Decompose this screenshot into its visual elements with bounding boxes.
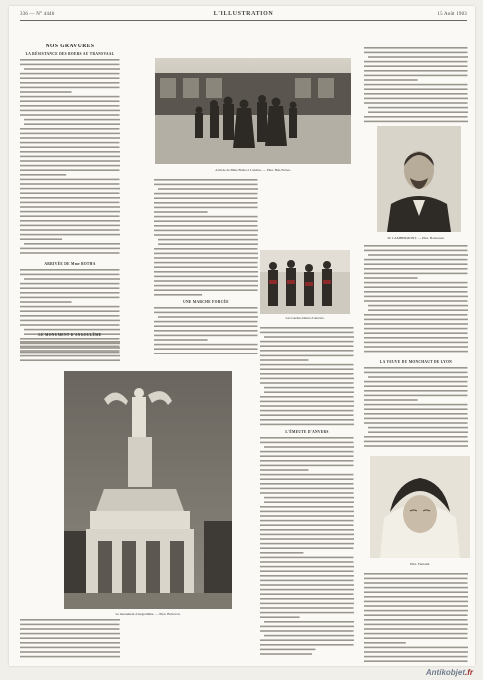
text-line xyxy=(158,243,258,245)
text-line xyxy=(260,332,354,334)
text-line xyxy=(20,110,120,112)
text-line xyxy=(364,346,468,348)
text-line xyxy=(364,65,468,67)
text-line xyxy=(364,88,468,90)
article-text-block-6 xyxy=(364,244,468,356)
caption-monument: Le monument d'Angoulême. — Phot. Boilevon. xyxy=(115,612,181,616)
text-line xyxy=(24,278,120,280)
text-line xyxy=(20,202,120,204)
text-line xyxy=(364,441,468,443)
text-line xyxy=(264,501,354,503)
text-line xyxy=(364,372,468,374)
text-line xyxy=(260,552,303,554)
article-text-block-11 xyxy=(364,572,468,664)
text-line xyxy=(364,102,468,104)
text-line xyxy=(20,206,120,208)
text-line xyxy=(260,593,354,595)
text-line xyxy=(260,478,354,480)
text-line xyxy=(364,268,468,270)
text-line xyxy=(20,146,120,148)
text-line xyxy=(364,282,468,284)
portrait-lambermont xyxy=(377,126,461,232)
text-line xyxy=(20,197,120,199)
text-line xyxy=(154,289,258,291)
text-line xyxy=(364,385,468,387)
text-line xyxy=(364,259,468,261)
text-line xyxy=(364,273,468,275)
text-line xyxy=(364,296,468,298)
text-line xyxy=(154,197,258,199)
text-line xyxy=(20,301,72,303)
text-line xyxy=(364,93,468,95)
text-line xyxy=(20,359,120,361)
journal-title: L'ILLUSTRATION xyxy=(213,11,274,17)
text-line xyxy=(260,460,354,462)
text-line xyxy=(364,286,468,288)
text-line xyxy=(154,344,258,346)
text-line xyxy=(260,327,354,329)
article-text-block-10 xyxy=(20,340,120,366)
column-2-lower xyxy=(260,326,354,666)
text-line xyxy=(364,619,468,621)
article-title-transvaal: LA RÉSISTANCE DES BOERS AU TRANSVAAL xyxy=(25,51,115,56)
text-line xyxy=(260,520,354,522)
article-text-block-7 xyxy=(364,366,468,451)
text-line xyxy=(158,316,258,318)
text-line xyxy=(20,160,120,162)
text-line xyxy=(20,64,120,66)
text-line xyxy=(20,91,72,93)
text-line xyxy=(364,300,468,302)
text-line xyxy=(364,404,468,406)
text-line xyxy=(264,635,354,637)
text-line xyxy=(154,321,258,323)
text-line xyxy=(154,266,258,268)
text-line xyxy=(154,211,208,213)
text-line xyxy=(20,288,120,290)
text-line xyxy=(154,257,258,259)
column-1-lower xyxy=(20,331,120,367)
text-line xyxy=(368,431,468,433)
text-line xyxy=(260,451,354,453)
text-line xyxy=(20,211,120,213)
text-line xyxy=(154,202,258,204)
text-line xyxy=(260,639,354,641)
text-line xyxy=(20,619,120,621)
text-line xyxy=(154,193,258,195)
caption-guards: Les Gardes-blancs d'Anvers. xyxy=(285,316,325,320)
column-3-middle xyxy=(364,244,468,454)
text-line xyxy=(20,73,120,75)
text-line xyxy=(154,276,258,278)
text-line xyxy=(20,188,120,190)
text-line xyxy=(154,348,258,350)
text-line xyxy=(364,250,468,252)
text-line xyxy=(260,469,308,471)
text-line xyxy=(154,307,258,309)
text-line xyxy=(260,580,354,582)
text-line xyxy=(264,621,354,623)
text-line xyxy=(154,271,258,273)
article-text-block-4 xyxy=(154,306,258,354)
text-line xyxy=(20,651,120,653)
text-line xyxy=(260,368,354,370)
text-line xyxy=(364,582,468,584)
text-line xyxy=(24,123,120,125)
text-line xyxy=(154,330,258,332)
text-line xyxy=(20,59,120,61)
column-3-bottom xyxy=(364,572,468,664)
text-line xyxy=(368,111,468,113)
text-line xyxy=(20,315,120,317)
text-line xyxy=(260,492,354,494)
text-line xyxy=(364,52,468,54)
text-line xyxy=(364,605,468,607)
text-line xyxy=(20,642,120,644)
text-line xyxy=(260,355,354,357)
text-line xyxy=(154,216,258,218)
column-1 xyxy=(20,44,120,360)
text-line xyxy=(20,96,120,98)
text-line xyxy=(20,297,120,299)
text-line xyxy=(154,230,258,232)
text-line xyxy=(260,524,354,526)
text-line xyxy=(20,283,120,285)
text-line xyxy=(364,628,468,630)
text-line xyxy=(364,328,468,330)
text-line xyxy=(364,70,468,72)
text-line xyxy=(364,351,468,353)
text-line xyxy=(260,515,354,517)
text-line xyxy=(364,245,468,247)
page-header xyxy=(20,9,467,21)
text-line xyxy=(20,248,120,250)
text-line xyxy=(154,262,258,264)
text-line xyxy=(364,323,468,325)
text-line xyxy=(260,474,354,476)
article-text-block-12 xyxy=(20,618,120,662)
text-line xyxy=(260,378,354,380)
text-line xyxy=(364,47,468,49)
caption-arrival: Arrivée de Mme Botha à Londres. — Phot. Ben-Frères. xyxy=(215,168,291,172)
text-line xyxy=(20,306,120,308)
text-line xyxy=(364,84,468,86)
text-line xyxy=(260,557,354,559)
article-title-arrival: ARRIVÉE DE Mme BOTHA xyxy=(44,261,96,266)
text-line xyxy=(364,418,468,420)
text-line xyxy=(20,156,120,158)
text-line xyxy=(260,589,354,591)
text-line xyxy=(260,359,308,361)
text-line xyxy=(20,142,120,144)
caption-portrait-woman: Phot. Fernand. xyxy=(410,562,430,566)
text-line xyxy=(364,651,468,653)
text-line xyxy=(260,534,354,536)
text-line xyxy=(364,408,468,410)
text-line xyxy=(20,628,120,630)
text-line xyxy=(260,538,354,540)
text-line xyxy=(364,342,468,344)
text-line xyxy=(364,624,468,626)
text-line xyxy=(368,107,468,109)
text-line xyxy=(260,424,354,426)
text-line xyxy=(154,339,208,341)
text-line xyxy=(20,633,120,635)
text-line xyxy=(20,215,120,217)
text-line xyxy=(154,220,258,222)
text-line xyxy=(364,319,468,321)
article-text-block-9 xyxy=(260,436,354,656)
text-line xyxy=(154,184,258,186)
text-line xyxy=(260,455,354,457)
text-line xyxy=(364,413,468,415)
text-line xyxy=(364,121,468,123)
text-line xyxy=(364,642,406,644)
text-line xyxy=(364,633,468,635)
text-line xyxy=(364,61,468,63)
text-line xyxy=(368,309,468,311)
text-line xyxy=(364,381,468,383)
text-line xyxy=(364,445,468,447)
text-line xyxy=(24,68,120,70)
text-line xyxy=(368,56,468,58)
text-line xyxy=(20,354,120,356)
text-line xyxy=(368,305,468,307)
text-line xyxy=(364,587,468,589)
text-line xyxy=(364,116,468,118)
text-line xyxy=(364,277,418,279)
text-line xyxy=(364,436,468,438)
text-line xyxy=(24,119,120,121)
text-line xyxy=(260,511,354,513)
text-line xyxy=(20,252,120,254)
text-line xyxy=(20,77,120,79)
text-line xyxy=(260,561,354,563)
article-text-block-3 xyxy=(154,178,258,296)
text-line xyxy=(20,192,120,194)
text-line xyxy=(20,345,120,347)
portrait-woman xyxy=(370,456,470,558)
text-line xyxy=(260,410,354,412)
text-line xyxy=(154,325,258,327)
text-line xyxy=(260,341,354,343)
text-line xyxy=(364,601,468,603)
text-line xyxy=(20,151,120,153)
text-line xyxy=(260,373,354,375)
photo-arrival-botha xyxy=(155,58,351,164)
column-3-top xyxy=(364,46,468,124)
text-line xyxy=(20,174,66,176)
text-line xyxy=(260,529,354,531)
text-line xyxy=(260,626,354,628)
text-line xyxy=(260,419,354,421)
text-line xyxy=(260,603,354,605)
text-line xyxy=(260,465,354,467)
text-line xyxy=(260,414,354,416)
text-line xyxy=(20,179,120,181)
text-line xyxy=(364,656,468,658)
text-line xyxy=(154,234,258,236)
text-line xyxy=(154,253,258,255)
text-line xyxy=(364,390,468,392)
text-line xyxy=(260,644,354,646)
text-line xyxy=(364,337,468,339)
text-line xyxy=(260,630,354,632)
text-line xyxy=(20,183,120,185)
text-line xyxy=(20,624,120,626)
text-line xyxy=(364,291,468,293)
text-line xyxy=(20,234,120,236)
text-line xyxy=(364,314,468,316)
article-text-block-8 xyxy=(260,326,354,426)
text-line xyxy=(364,637,468,639)
text-line xyxy=(260,345,354,347)
text-line xyxy=(364,614,468,616)
text-line xyxy=(264,497,354,499)
text-line xyxy=(368,254,468,256)
text-line xyxy=(20,133,120,135)
text-line xyxy=(20,105,120,107)
text-line xyxy=(20,341,120,343)
text-line xyxy=(260,350,354,352)
text-line xyxy=(154,179,258,181)
text-line xyxy=(260,653,312,655)
text-line xyxy=(364,263,468,265)
photo-guards xyxy=(260,250,350,314)
text-line xyxy=(20,311,120,313)
text-line xyxy=(20,656,120,658)
text-line xyxy=(20,637,120,639)
column-1-bottom xyxy=(20,618,120,662)
text-line xyxy=(260,364,354,366)
text-line xyxy=(154,248,258,250)
text-line xyxy=(364,367,468,369)
text-line xyxy=(158,239,258,241)
text-line xyxy=(364,610,468,612)
text-line xyxy=(20,82,120,84)
text-line xyxy=(260,612,354,614)
text-line xyxy=(20,269,120,271)
text-line xyxy=(260,607,354,609)
text-line xyxy=(364,79,418,81)
text-line xyxy=(20,274,120,276)
text-line xyxy=(368,427,468,429)
newspaper-page xyxy=(9,6,475,666)
text-line xyxy=(154,353,258,354)
text-line xyxy=(154,225,258,227)
text-line xyxy=(364,578,468,580)
text-line xyxy=(154,285,258,287)
issue-date: 15 Août 1903 xyxy=(437,12,467,17)
text-line xyxy=(260,483,354,485)
photo-monument xyxy=(64,371,232,609)
text-line xyxy=(260,566,354,568)
text-line xyxy=(20,292,120,294)
article-title-anvers: L'ÉMEUTE D'ANVERS xyxy=(285,429,329,434)
text-line xyxy=(264,391,354,393)
text-line xyxy=(364,596,468,598)
text-line xyxy=(20,220,120,222)
text-line xyxy=(20,238,62,240)
text-line xyxy=(364,395,468,397)
text-line xyxy=(260,396,354,398)
text-line xyxy=(20,229,120,231)
text-line xyxy=(154,280,258,282)
text-line xyxy=(264,336,354,338)
text-line xyxy=(364,660,468,662)
text-line xyxy=(158,188,258,190)
text-line xyxy=(20,324,120,326)
caption-portrait-man: M. LAMBERMONT. — Phot. Boissonas. xyxy=(387,236,445,240)
text-line xyxy=(24,243,120,245)
text-line xyxy=(260,543,354,545)
article-title-lyon: LA VEUVE DU MONCHAUT DE LYON xyxy=(379,359,453,364)
text-line xyxy=(364,647,468,649)
text-line xyxy=(368,376,468,378)
text-line xyxy=(20,225,120,227)
text-line xyxy=(364,332,468,334)
text-line xyxy=(260,570,354,572)
text-line xyxy=(20,87,120,89)
text-line xyxy=(260,442,354,444)
text-line xyxy=(364,75,468,77)
watermark-logo: Antikobjet.fr xyxy=(425,668,473,677)
text-line xyxy=(20,114,120,116)
text-line xyxy=(364,399,418,401)
section-title: NOS GRAVURES xyxy=(45,44,95,49)
text-line xyxy=(364,98,468,100)
text-line xyxy=(260,506,354,508)
text-line xyxy=(364,422,468,424)
article-text-block-5 xyxy=(364,46,468,124)
text-line xyxy=(260,616,300,618)
text-line xyxy=(260,437,354,439)
text-line xyxy=(20,647,120,649)
article-title-march: UNE MARCHE FORCÉE xyxy=(183,299,229,304)
text-line xyxy=(260,401,354,403)
text-line xyxy=(260,649,315,651)
text-line xyxy=(154,312,258,314)
text-line xyxy=(364,573,468,575)
text-line xyxy=(260,575,354,577)
text-line xyxy=(154,335,258,337)
text-line xyxy=(264,446,354,448)
article-text-block-1 xyxy=(20,58,120,258)
text-line xyxy=(20,165,120,167)
text-line xyxy=(260,405,354,407)
text-line xyxy=(260,547,354,549)
text-line xyxy=(260,598,354,600)
text-line xyxy=(260,488,354,490)
text-line xyxy=(264,387,354,389)
text-line xyxy=(154,207,258,209)
text-line xyxy=(20,320,120,322)
article-title-monument: LE MONUMENT D'ANGOULÊME xyxy=(38,333,102,337)
text-line xyxy=(20,350,120,352)
page-number: 336 — N° 4446 xyxy=(20,12,55,17)
text-line xyxy=(154,294,202,296)
text-line xyxy=(20,137,120,139)
text-line xyxy=(364,591,468,593)
text-line xyxy=(260,584,354,586)
text-line xyxy=(20,128,120,130)
text-line xyxy=(20,100,120,102)
text-line xyxy=(260,382,354,384)
column-2-top xyxy=(154,178,258,354)
text-line xyxy=(20,169,120,171)
